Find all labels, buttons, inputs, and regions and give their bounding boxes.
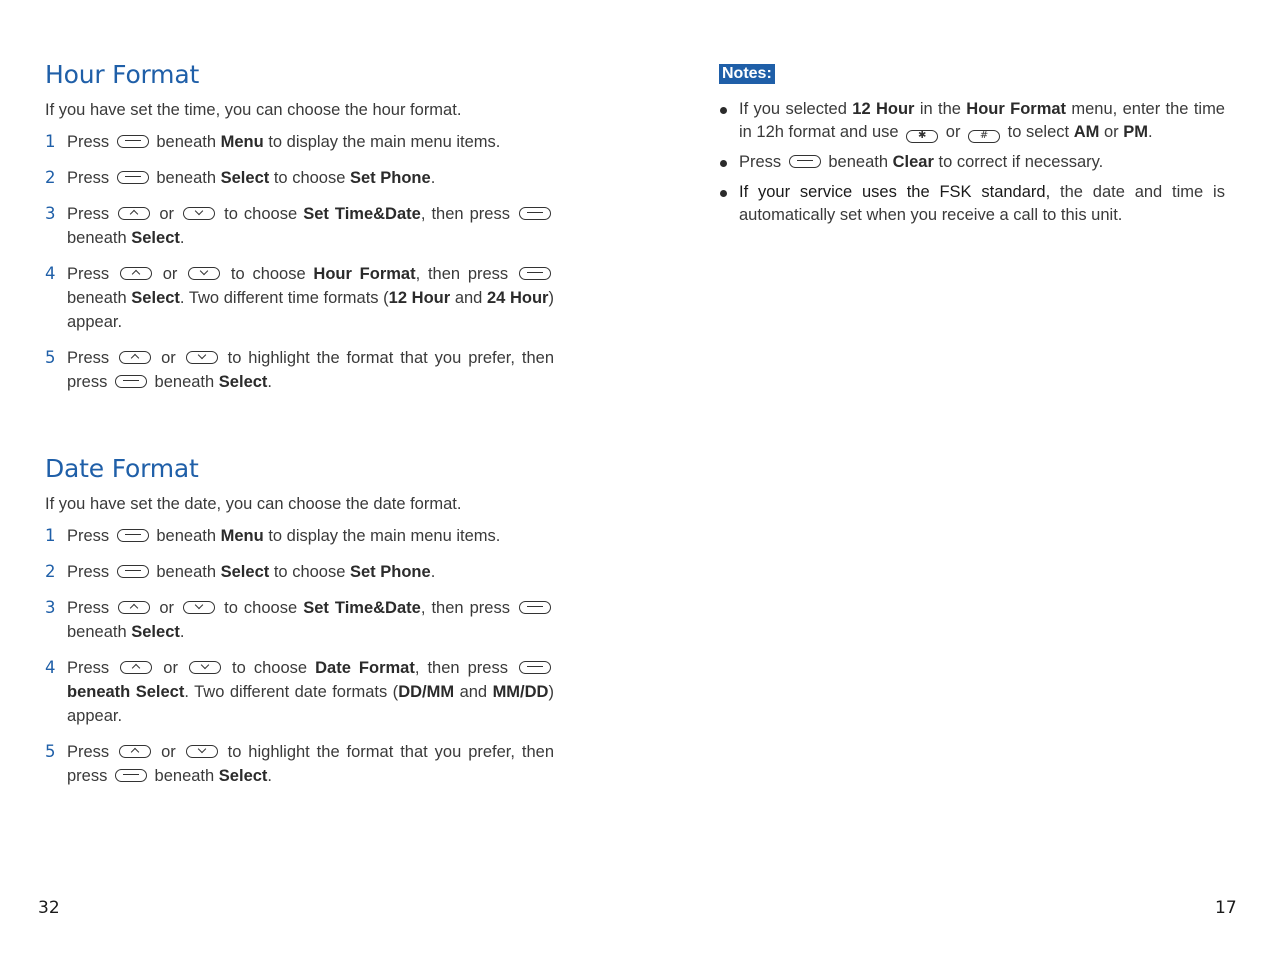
down-arrow-key-icon [188,267,220,280]
hour-format-section [45,58,554,394]
soft-key-icon [115,769,147,782]
soft-key-icon [117,565,149,578]
date-step-1: 1 Press beneath Menu to display the main menu items. [45,524,554,548]
soft-key-icon [115,375,147,388]
down-arrow-key-icon [186,351,218,364]
down-arrow-key-icon [189,661,221,674]
star-key-icon: ✱ [906,130,938,143]
hour-step-1: 1 Press beneath Menu to display the main menu items. [45,130,554,154]
step-number: 1 [45,132,56,151]
up-arrow-key-icon [119,351,151,364]
step-number: 5 [45,348,56,367]
step-number: 3 [45,598,56,617]
up-arrow-key-icon [118,207,150,220]
step-number: 1 [45,526,56,545]
hour-step-3: 3 Press or to choose Set Time&Date, then press beneath Select. [45,202,554,250]
down-arrow-key-icon [183,601,215,614]
date-format-intro: If you have set the date, you can choose the date format. [45,495,462,513]
soft-key-icon [519,267,551,280]
up-arrow-key-icon [120,661,152,674]
bullet-icon [720,160,727,167]
hour-step-5: 5 Press or to highlight the format that you prefer, then press beneath Select. [45,348,555,391]
soft-key-icon [117,529,149,542]
date-format-heading: Date Format [45,454,199,483]
date-step-2: 2 Press beneath Select to choose Set Phone. [45,560,554,584]
right-page [719,64,1225,234]
step-number: 4 [45,658,56,677]
up-arrow-key-icon [119,745,151,758]
page-number-left: 32 [38,898,60,918]
date-format-section [45,452,554,788]
up-arrow-key-icon [120,267,152,280]
step-number: 2 [45,562,56,581]
step-number: 3 [45,204,56,223]
step-number: 4 [45,264,56,283]
down-arrow-key-icon [183,207,215,220]
soft-key-icon [117,171,149,184]
date-step-3: 3 Press or to choose Set Time&Date, then press beneath Select. [45,596,554,644]
notes-list [719,98,1225,227]
note-item: Press beneath Clear to correct if necessary. [719,151,1225,174]
soft-key-icon [117,135,149,148]
date-step-5: 5 Press or to highlight the format that you prefer, then press beneath Select. [45,742,555,785]
soft-key-icon [789,155,821,168]
left-page [45,58,554,800]
hash-key-icon: # [968,130,1000,143]
hour-format-intro: If you have set the time, you can choose the hour format. [45,101,462,119]
down-arrow-key-icon [186,745,218,758]
hour-step-4: 4 Press or to choose Hour Format, then press beneath Select. Two different time formats (12 Hour and 24 Hour) appear. [45,264,554,331]
up-arrow-key-icon [118,601,150,614]
note-item: If your service uses the FSK standard, the date and time is automatically set when you receive a call to this unit. [719,181,1225,227]
note-item: If you selected 12 Hour in the Hour Format menu, enter the time in 12h format and use ✱ or # to select AM or PM. [719,98,1225,144]
soft-key-icon [519,601,551,614]
bullet-icon [720,190,727,197]
soft-key-icon [519,207,551,220]
notes-badge: Notes: [719,64,775,84]
date-step-4: 4 Press or to choose Date Format, then press beneath Select. Two different date formats (DD/MM and MM/DD) appear. [45,658,554,725]
step-number: 5 [45,742,56,761]
hour-step-2: 2 Press beneath Select to choose Set Phone. [45,166,554,190]
page-number-right: 17 [1215,898,1237,918]
hour-format-heading: Hour Format [45,60,200,89]
step-number: 2 [45,168,56,187]
bullet-icon [720,107,727,114]
soft-key-icon [519,661,551,674]
